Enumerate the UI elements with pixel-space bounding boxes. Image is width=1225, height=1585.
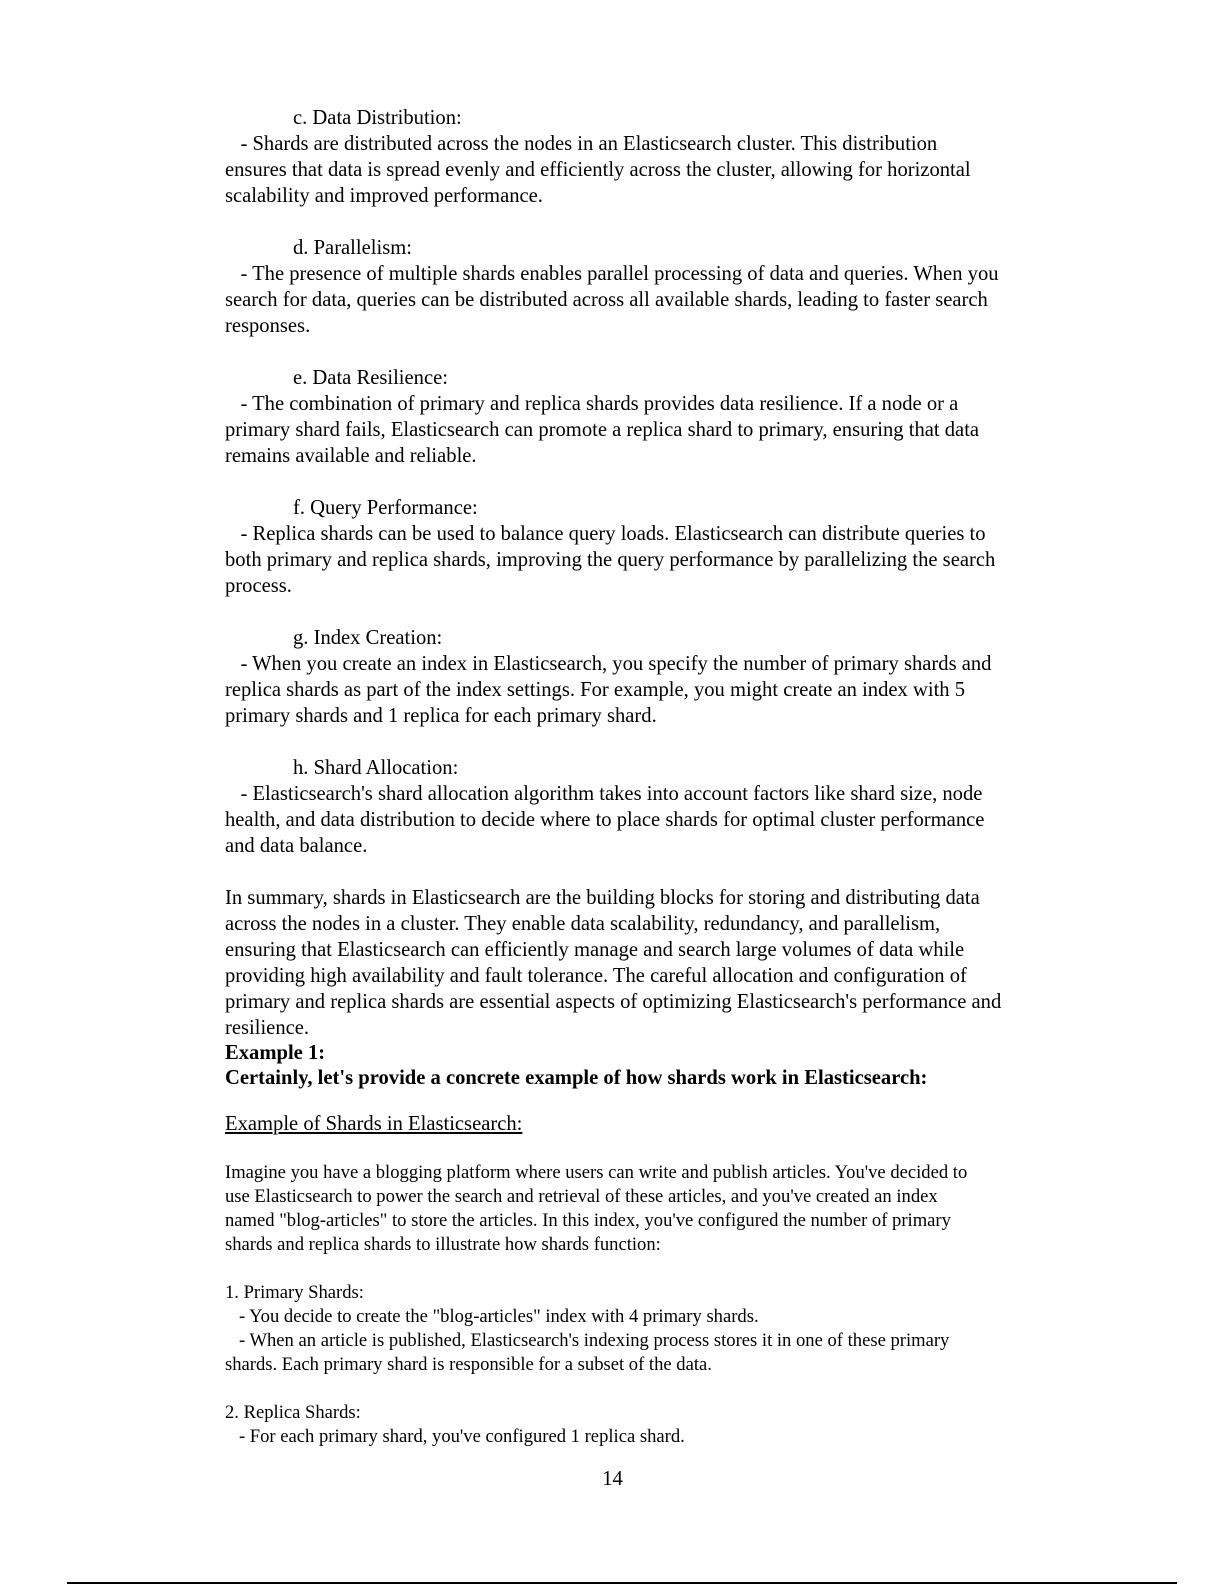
section-line: search for data, queries can be distributed across all available shards, leading to faster search bbox=[225, 289, 988, 311]
list-item: - For each primary shard, you've configured 1 replica shard. bbox=[225, 1426, 685, 1447]
list-heading: 2. Replica Shards: bbox=[225, 1402, 361, 1423]
section-heading: f. Query Performance: bbox=[293, 497, 478, 519]
section-line: - Elasticsearch's shard allocation algorithm takes into account factors like shard size, node bbox=[225, 783, 983, 805]
section-line: process. bbox=[225, 575, 292, 597]
list-item: - You decide to create the "blog-articles" index with 4 primary shards. bbox=[225, 1306, 759, 1327]
section-query-performance bbox=[225, 495, 1075, 599]
example-intro: Certainly, let's provide a concrete example of how shards work in Elasticsearch: bbox=[225, 1067, 928, 1089]
section-shard-allocation bbox=[225, 755, 1075, 859]
summary-line: across the nodes in a cluster. They enable data scalability, redundancy, and parallelism, bbox=[225, 913, 941, 935]
section-line: primary shards and 1 replica for each primary shard. bbox=[225, 705, 657, 727]
summary-line: primary and replica shards are essential aspects of optimizing Elasticsearch's performance and bbox=[225, 991, 1002, 1013]
section-heading: d. Parallelism: bbox=[293, 237, 412, 259]
section-index-creation bbox=[225, 625, 1075, 729]
section-line: both primary and replica shards, improving the query performance by parallelizing the search bbox=[225, 549, 996, 571]
example-subtitle-text: Example of Shards in Elasticsearch: bbox=[225, 1113, 523, 1135]
section-line: remains available and reliable. bbox=[225, 445, 477, 467]
list-item: - When an article is published, Elasticsearch's indexing process stores it in one of these primary bbox=[225, 1330, 950, 1351]
section-data-distribution bbox=[225, 105, 1075, 209]
summary-line: providing high availability and fault tolerance. The careful allocation and configuration of bbox=[225, 965, 967, 987]
section-line: - Shards are distributed across the nodes in an Elasticsearch cluster. This distribution bbox=[225, 133, 938, 155]
example-title: Example 1: bbox=[225, 1042, 326, 1064]
section-heading: c. Data Distribution: bbox=[293, 107, 462, 129]
example-subtitle bbox=[225, 1111, 1075, 1137]
section-line: - The presence of multiple shards enables parallel processing of data and queries. When you bbox=[225, 263, 999, 285]
primary-shards-list bbox=[225, 1281, 1075, 1377]
example-line: shards and replica shards to illustrate how shards function: bbox=[225, 1234, 661, 1255]
example-line: Imagine you have a blogging platform where users can write and publish articles. You've decided to bbox=[225, 1162, 968, 1183]
page-content bbox=[225, 105, 1075, 1449]
bottom-rule bbox=[67, 1582, 1177, 1584]
section-heading: h. Shard Allocation: bbox=[293, 757, 459, 779]
summary-line: ensuring that Elasticsearch can efficiently manage and search large volumes of data while bbox=[225, 939, 965, 961]
list-heading: 1. Primary Shards: bbox=[225, 1282, 364, 1303]
section-parallelism bbox=[225, 235, 1075, 339]
section-line: replica shards as part of the index settings. For example, you might create an index with 5 bbox=[225, 679, 966, 701]
example-line: use Elasticsearch to power the search and retrieval of these articles, and you've created an index bbox=[225, 1186, 938, 1207]
summary-paragraph bbox=[225, 885, 1075, 1041]
section-data-resilience bbox=[225, 365, 1075, 469]
section-heading: e. Data Resilience: bbox=[293, 367, 448, 389]
example-paragraph bbox=[225, 1161, 1075, 1257]
section-line: and data balance. bbox=[225, 835, 368, 857]
section-heading: g. Index Creation: bbox=[293, 627, 443, 649]
section-line: - Replica shards can be used to balance query loads. Elasticsearch can distribute queries to bbox=[225, 523, 986, 545]
summary-line: resilience. bbox=[225, 1017, 310, 1039]
summary-line: In summary, shards in Elasticsearch are the building blocks for storing and distributing data bbox=[225, 887, 980, 909]
replica-shards-list bbox=[225, 1401, 1075, 1449]
section-line: health, and data distribution to decide where to place shards for optimal cluster performance bbox=[225, 809, 985, 831]
section-line: responses. bbox=[225, 315, 311, 337]
section-line: primary shard fails, Elasticsearch can promote a replica shard to primary, ensuring that data bbox=[225, 419, 980, 441]
example-line: named "blog-articles" to store the articles. In this index, you've configured the number of primary bbox=[225, 1210, 951, 1231]
list-item: shards. Each primary shard is responsible for a subset of the data. bbox=[225, 1354, 712, 1375]
section-line: - The combination of primary and replica shards provides data resilience. If a node or a bbox=[225, 393, 959, 415]
section-line: - When you create an index in Elasticsearch, you specify the number of primary shards and bbox=[225, 653, 992, 675]
section-line: scalability and improved performance. bbox=[225, 185, 543, 207]
page-number: 14 bbox=[602, 1468, 623, 1490]
section-line: ensures that data is spread evenly and efficiently across the cluster, allowing for horizontal bbox=[225, 159, 971, 181]
